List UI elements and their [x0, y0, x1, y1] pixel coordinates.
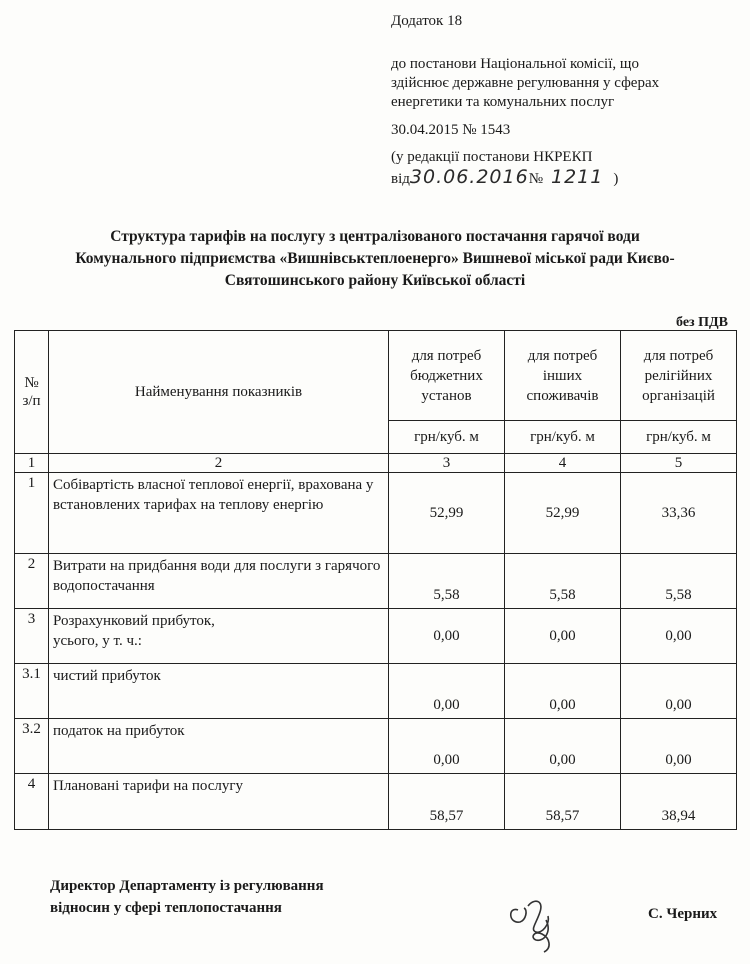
- unit-other: грн/куб. м: [505, 421, 621, 454]
- row-value-other: 52,99: [505, 473, 621, 554]
- row-value-budget: 0,00: [389, 664, 505, 719]
- table-row: [15, 719, 737, 774]
- row-value-budget: 5,58: [389, 554, 505, 609]
- signatory-position-line-2: відносин у сфері теплопостачання: [50, 900, 282, 916]
- row-name: чистий прибуток: [49, 664, 389, 719]
- table-row: [15, 664, 737, 719]
- row-value-budget: 58,57: [389, 774, 505, 830]
- row-value-other: 58,57: [505, 774, 621, 830]
- resolution-line-1: до постанови Національної комісії, що: [391, 56, 639, 72]
- row-value-budget: 52,99: [389, 473, 505, 554]
- row-value-religious: 5,58: [621, 554, 737, 609]
- handwritten-number: 1211: [551, 166, 604, 188]
- row-value-budget: 0,00: [389, 719, 505, 774]
- resolution-line-2: здійснює державне регулювання у сферах: [391, 75, 660, 91]
- tariff-table: [14, 330, 737, 830]
- row-index: 1: [15, 473, 49, 554]
- column-number: 4: [505, 454, 621, 473]
- row-index: 4: [15, 774, 49, 830]
- row-name: податок на прибуток: [49, 719, 389, 774]
- row-value-religious: 0,00: [621, 664, 737, 719]
- vat-note: без ПДВ: [676, 315, 729, 330]
- row-index: 3: [15, 609, 49, 664]
- header-index: № з/п: [15, 331, 49, 454]
- edition-from-line: [391, 168, 618, 188]
- unit-budget: грн/куб. м: [389, 421, 505, 454]
- signature-icon: [500, 880, 570, 955]
- table-row: [15, 473, 737, 554]
- row-value-religious: 38,94: [621, 774, 737, 830]
- header-religious: для потреб релігійних організацій: [621, 331, 737, 421]
- row-value-religious: 0,00: [621, 719, 737, 774]
- row-value-religious: 33,36: [621, 473, 737, 554]
- edition-close: ): [613, 171, 619, 187]
- table-row: [15, 554, 737, 609]
- column-number: 5: [621, 454, 737, 473]
- header-row: [15, 331, 737, 421]
- column-number: 1: [15, 454, 49, 473]
- column-number: 3: [389, 454, 505, 473]
- title-line-1: Структура тарифів на послугу з централізованого постачання гарячої води: [110, 228, 640, 245]
- column-number-row: [15, 454, 737, 473]
- row-index: 3.1: [15, 664, 49, 719]
- row-value-other: 5,58: [505, 554, 621, 609]
- edition-line: (у редакції постанови НКРЕКП: [391, 149, 593, 165]
- row-index: 3.2: [15, 719, 49, 774]
- row-name: Собівартість власної теплової енергії, врахована у встановлених тарифах на теплову енергію: [49, 473, 389, 554]
- row-index: 2: [15, 554, 49, 609]
- header-other: для потреб інших споживачів: [505, 331, 621, 421]
- signatory-position-line-1: Директор Департаменту із регулювання: [50, 878, 324, 894]
- table-row: [15, 774, 737, 830]
- row-value-budget: 0,00: [389, 609, 505, 664]
- table-row: [15, 609, 737, 664]
- column-number: 2: [49, 454, 389, 473]
- resolution-line-3: енергетики та комунальних послуг: [391, 94, 615, 110]
- row-value-religious: 0,00: [621, 609, 737, 664]
- title-line-2: Комунального підприємства «Вишнівськтеплоенерго» Вишневої міської ради Києво-: [75, 250, 675, 267]
- unit-religious: грн/куб. м: [621, 421, 737, 454]
- row-name: Розрахунковий прибуток, усього, у т. ч.:: [49, 609, 389, 664]
- handwritten-date: 30.06.2016: [409, 166, 529, 188]
- row-value-other: 0,00: [505, 609, 621, 664]
- row-value-other: 0,00: [505, 719, 621, 774]
- row-value-other: 0,00: [505, 664, 621, 719]
- header-budget: для потреб бюджетних установ: [389, 331, 505, 421]
- edition-from-prefix: від: [391, 171, 410, 187]
- signatory-name: С. Черних: [648, 906, 718, 922]
- header-name: Найменування показників: [49, 331, 389, 454]
- resolution-date-number: 30.04.2015 № 1543: [391, 122, 511, 138]
- row-name: Витрати на придбання води для послуги з гарячого водопостачання: [49, 554, 389, 609]
- edition-number-sign: №: [528, 171, 543, 187]
- appendix-label: Додаток 18: [391, 13, 463, 29]
- title-line-3: Святошинського району Київської області: [224, 272, 526, 289]
- row-name: Плановані тарифи на послугу: [49, 774, 389, 830]
